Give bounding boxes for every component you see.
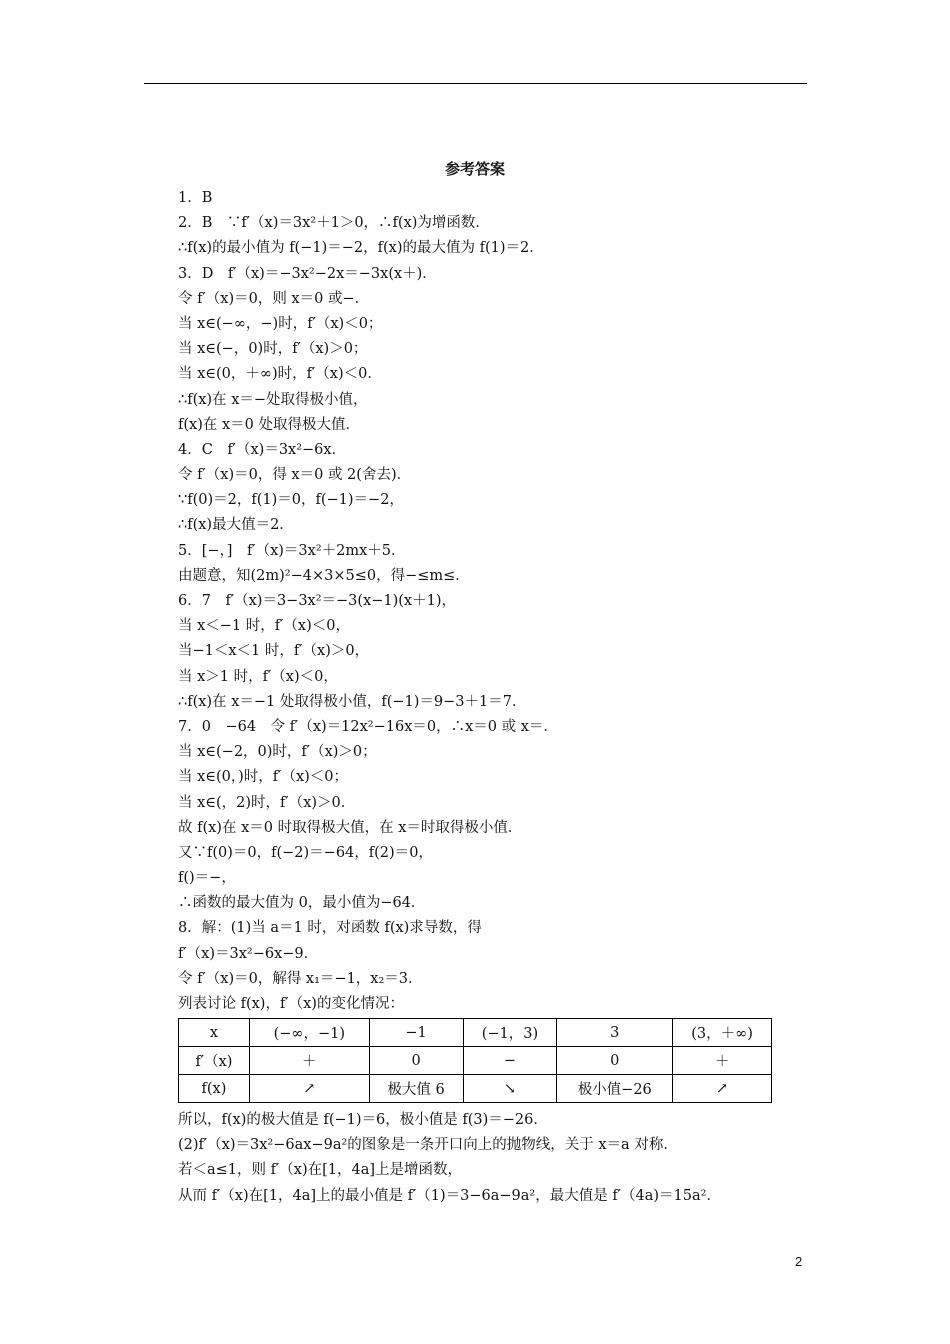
table-cell: −1 [369, 1019, 463, 1047]
table-cell: f′（x) [179, 1047, 250, 1075]
answer-line: 3．D f′（x)＝−3x²−2x＝−3x(x＋)． [178, 265, 437, 282]
answer-line: 5．[−，] f′（x)＝3x²＋2mx＋5． [178, 542, 406, 559]
answer-line: 当 x∈(0，)时，f′（x)＜0； [178, 769, 349, 786]
table-cell: (−1，3) [463, 1019, 557, 1047]
answer-line: 当 x∈(，2)时，f′（x)＞0． [178, 794, 356, 811]
page-number: 2 [795, 1254, 803, 1269]
table-cell: ↗ [249, 1075, 369, 1103]
table-row [179, 1047, 772, 1075]
table-cell: (3，＋∞) [673, 1019, 772, 1047]
answer-line: 列表讨论 f(x)，f′（x)的变化情况： [178, 996, 404, 1012]
answer-line: ∴函数的最大值为 0，最小值为−64． [178, 895, 426, 912]
table-cell: x [179, 1019, 250, 1047]
table-cell: ↗ [673, 1075, 772, 1103]
table-cell: 极小值−26 [557, 1075, 673, 1103]
answer-line: 所以，f(x)的极大值是 f(−1)＝6，极小值是 f(3)＝−26． [178, 1112, 548, 1128]
answer-line: f(x)在 x＝0 处取得极大值． [178, 416, 360, 433]
table-row [179, 1075, 772, 1103]
answer-line: 7．0 −64 令 f′（x)＝12x²−16x＝0，∴x＝0 或 x＝． [178, 718, 558, 735]
answer-line: 当 x∈(0，＋∞)时，f′（x)＜0． [178, 366, 382, 383]
answer-line: 2．B ∵f′（x)＝3x²＋1＞0，∴f(x)为增函数． [178, 215, 490, 232]
variation-table [178, 1018, 772, 1103]
answer-lines-after-table [178, 1108, 798, 1209]
table-cell: (−∞，−1) [249, 1019, 369, 1047]
answer-line: 令 f′（x)＝0，解得 x₁＝−1，x₂＝3． [178, 970, 423, 987]
answer-line: 当 x∈(−∞，−)时，f′（x)＜0； [178, 315, 383, 332]
table-cell: ＋ [673, 1047, 772, 1075]
answer-line: 当 x＜−1 时，f′（x)＜0， [178, 618, 350, 635]
answer-line: 又∵f(0)＝0，f(−2)＝−64，f(2)＝0， [178, 844, 433, 861]
answer-line: 从而 f′（x)在[1，4a]上的最小值是 f′（1)＝3−6a−9a²，最大值是 f′（4a)＝15a²． [178, 1187, 721, 1204]
answer-line: ∵f(0)＝2，f(1)＝0，f(−1)＝−2， [178, 492, 404, 509]
table-cell: f(x) [179, 1075, 250, 1103]
table-cell: 0 [557, 1047, 673, 1075]
table-cell: ↘ [463, 1075, 557, 1103]
answer-line: ∴f(x)最大值＝2． [178, 517, 294, 534]
table-cell: − [463, 1047, 557, 1075]
answer-line: 若＜a≤1，则 f′（x)在[1，4a]上是增函数， [178, 1162, 463, 1179]
answer-line: 6．7 f′（x)＝3−3x²＝−3(x−1)(x＋1)， [178, 593, 456, 609]
answer-line: 当−1＜x＜1 时，f′（x)＞0， [178, 643, 370, 660]
answer-line: 1．B [178, 190, 213, 206]
table-row [179, 1019, 772, 1047]
answer-line: (2)f′（x)＝3x²−6ax−9a²的图象是一条开口向上的抛物线，关于 x＝a 对称． [178, 1137, 678, 1154]
table-cell: 极大值 6 [369, 1075, 463, 1103]
table-cell: 0 [369, 1047, 463, 1075]
answer-line: f′（x)＝3x²−6x−9． [178, 945, 319, 962]
header-rule [144, 83, 807, 84]
page-title: 参考答案 [444, 160, 505, 178]
table-cell: ＋ [249, 1047, 369, 1075]
answer-line: f()＝−， [178, 870, 236, 887]
answer-line: 由题意，知(2m)²−4×3×5≤0，得−≤m≤． [178, 567, 470, 584]
answer-line: 令 f′（x)＝0，得 x＝0 或 2(舍去)． [178, 467, 412, 484]
answer-line: 当 x∈(−2，0)时，f′（x)＞0； [178, 744, 377, 761]
answer-line: ∴f(x)的最小值为 f(−1)＝−2，f(x)的最大值为 f(1)＝2． [178, 240, 544, 257]
answer-line: 8．解：(1)当 a＝1 时，对函数 f(x)求导数，得 [178, 920, 482, 937]
answer-line: ∴f(x)在 x＝−处取得极小值， [178, 391, 368, 408]
answer-line: 4．C f′（x)＝3x²−6x． [178, 441, 347, 458]
table-cell: 3 [557, 1019, 673, 1047]
answer-line: 令 f′（x)＝0，则 x＝0 或−． [178, 290, 370, 307]
answer-line: 当 x＞1 时，f′（x)＜0， [178, 668, 338, 685]
answer-lines [178, 186, 798, 1017]
answer-line: 故 f(x)在 x＝0 时取得极大值，在 x＝时取得极小值． [178, 819, 523, 836]
answer-line: 当 x∈(−，0)时，f′（x)＞0； [178, 341, 368, 358]
answer-line: ∴f(x)在 x＝−1 处取得极小值，f(−1)＝9−3＋1＝7． [178, 693, 527, 710]
